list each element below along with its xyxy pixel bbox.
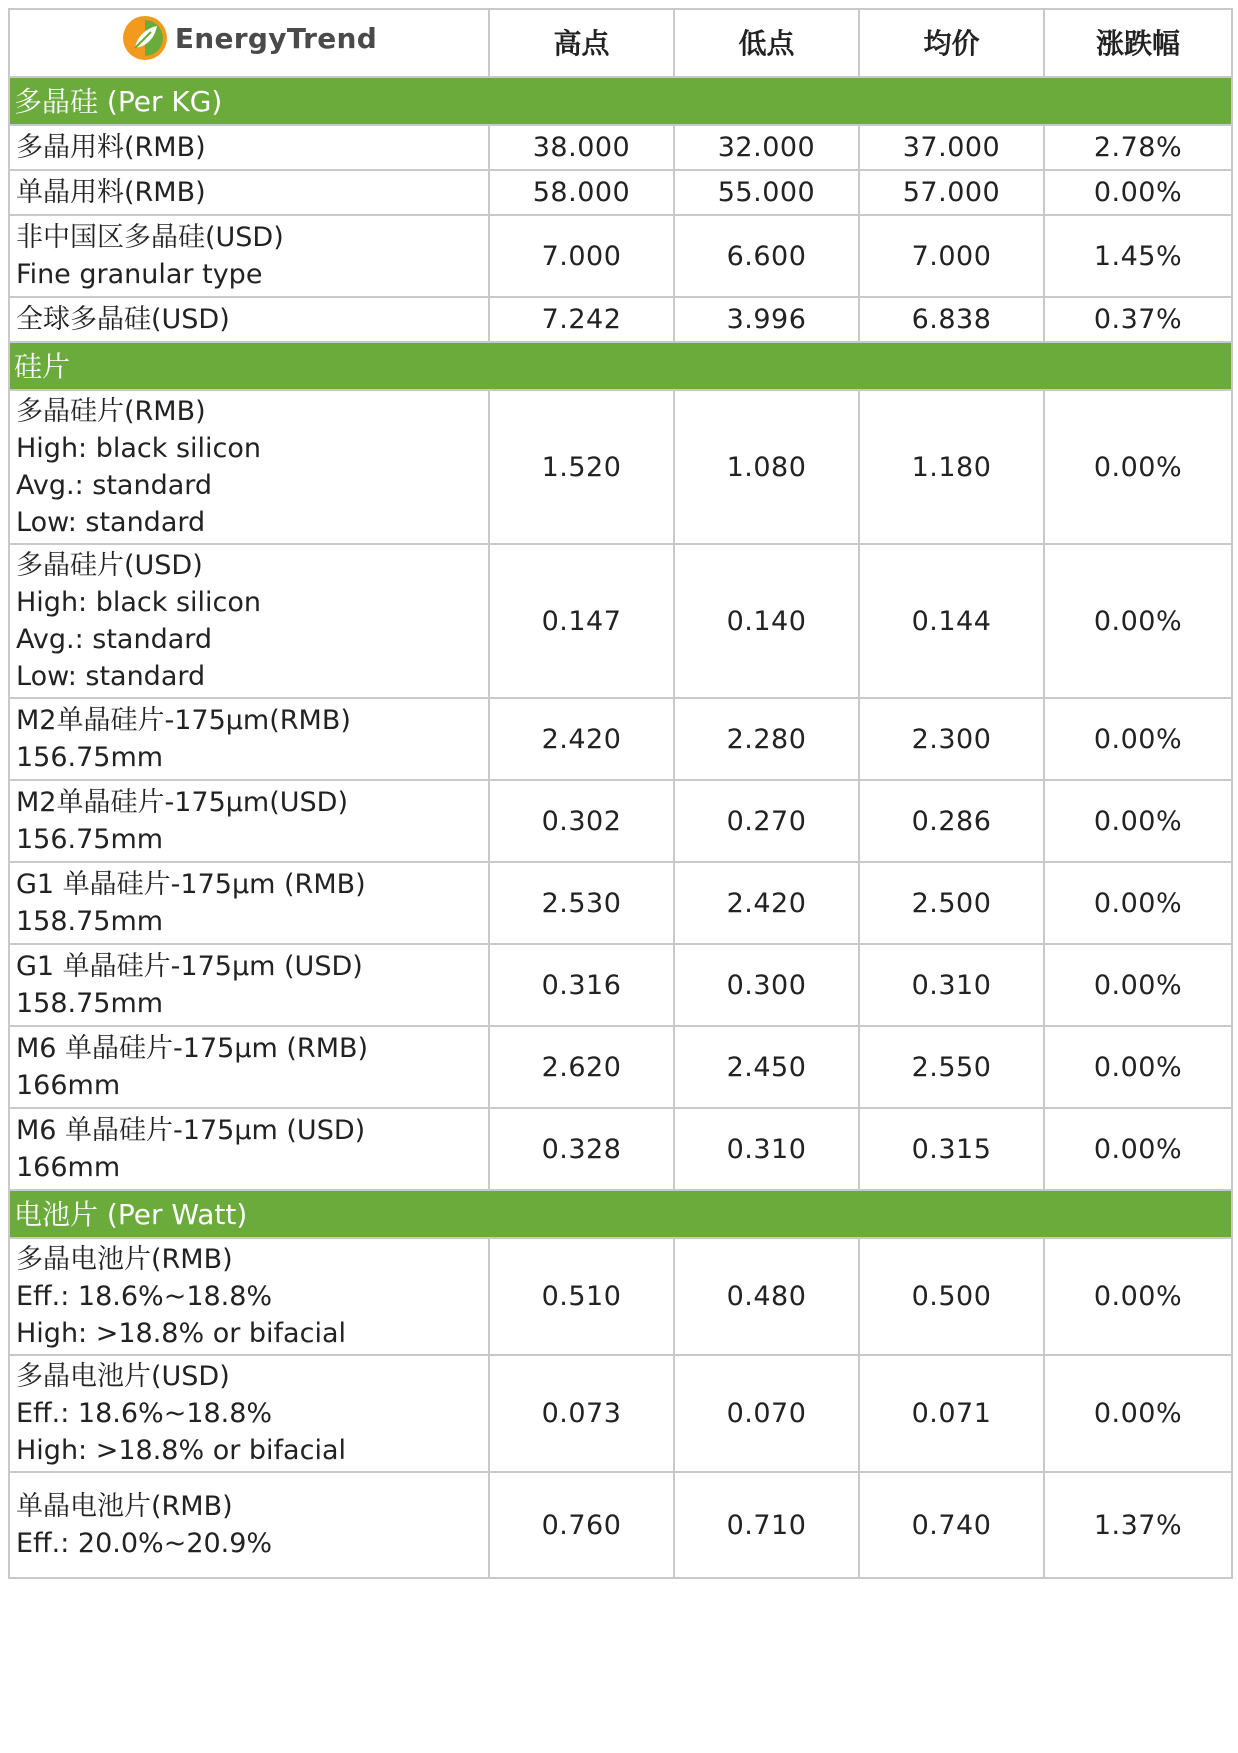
cell-avg: 0.310: [859, 944, 1044, 1026]
cell-change: 0.00%: [1044, 1108, 1232, 1190]
cell-high: 38.000: [489, 125, 674, 170]
section-header-polysilicon: [9, 77, 1232, 125]
cell-high: 1.520: [489, 390, 674, 544]
row-label: M2单晶硅片-175μm(USD) 156.75mm: [9, 780, 489, 862]
cell-avg: 37.000: [859, 125, 1044, 170]
cell-change: 0.00%: [1044, 862, 1232, 944]
cell-high: 2.420: [489, 698, 674, 780]
cell-change: 1.37%: [1044, 1472, 1232, 1578]
cell-change: 0.00%: [1044, 1238, 1232, 1355]
table-row: [9, 1108, 1232, 1190]
row-label: 多晶用料(RMB): [9, 125, 489, 170]
table-row: [9, 1472, 1232, 1578]
row-label: 非中国区多晶硅(USD) Fine granular type: [9, 215, 489, 297]
cell-high: 0.147: [489, 544, 674, 698]
row-label: 单晶用料(RMB): [9, 170, 489, 215]
brand-name: EnergyTrend: [174, 21, 378, 55]
row-label: M6 单晶硅片-175μm (USD) 166mm: [9, 1108, 489, 1190]
cell-avg: 2.300: [859, 698, 1044, 780]
column-header-high: 高点: [489, 9, 674, 77]
cell-change: 0.00%: [1044, 170, 1232, 215]
row-label: 多晶硅片(USD) High: black silicon Avg.: standard Low: standard: [9, 544, 489, 698]
cell-avg: 0.071: [859, 1355, 1044, 1472]
row-label: 全球多晶硅(USD): [9, 297, 489, 342]
leaf-logo-icon: [121, 14, 169, 62]
table-row: [9, 125, 1232, 170]
table-row: [9, 544, 1232, 698]
cell-low: 32.000: [674, 125, 859, 170]
cell-high: 7.242: [489, 297, 674, 342]
table-row: [9, 698, 1232, 780]
table-row: [9, 170, 1232, 215]
cell-high: 0.316: [489, 944, 674, 1026]
cell-low: 3.996: [674, 297, 859, 342]
table-row: [9, 1355, 1232, 1472]
table-row: [9, 1238, 1232, 1355]
table-row: [9, 944, 1232, 1026]
cell-high: 7.000: [489, 215, 674, 297]
cell-avg: 0.144: [859, 544, 1044, 698]
cell-low: 2.450: [674, 1026, 859, 1108]
cell-low: 55.000: [674, 170, 859, 215]
cell-avg: 1.180: [859, 390, 1044, 544]
cell-low: 0.480: [674, 1238, 859, 1355]
section-header-cell: [9, 1190, 1232, 1238]
table-header-row: [9, 9, 1232, 77]
cell-high: 58.000: [489, 170, 674, 215]
column-header-avg: 均价: [859, 9, 1044, 77]
cell-high: 2.620: [489, 1026, 674, 1108]
cell-high: 0.073: [489, 1355, 674, 1472]
table-row: [9, 215, 1232, 297]
cell-low: 0.140: [674, 544, 859, 698]
cell-low: 0.270: [674, 780, 859, 862]
cell-avg: 0.315: [859, 1108, 1044, 1190]
cell-avg: 0.286: [859, 780, 1044, 862]
row-label: M6 单晶硅片-175μm (RMB) 166mm: [9, 1026, 489, 1108]
cell-high: 2.530: [489, 862, 674, 944]
cell-change: 0.00%: [1044, 544, 1232, 698]
table-row: [9, 780, 1232, 862]
cell-high: 0.328: [489, 1108, 674, 1190]
cell-change: 0.00%: [1044, 698, 1232, 780]
cell-change: 0.37%: [1044, 297, 1232, 342]
cell-low: 6.600: [674, 215, 859, 297]
logo-cell: [9, 9, 489, 77]
row-label: 多晶电池片(RMB) Eff.: 18.6%~18.8% High: >18.8% or bifacial: [9, 1238, 489, 1355]
table-row: [9, 862, 1232, 944]
section-title: 硅片: [9, 342, 1232, 390]
section-title: 多晶硅 (Per KG): [9, 77, 1232, 125]
cell-avg: 0.500: [859, 1238, 1044, 1355]
cell-low: 1.080: [674, 390, 859, 544]
cell-avg: 7.000: [859, 215, 1044, 297]
cell-high: 0.302: [489, 780, 674, 862]
cell-avg: 6.838: [859, 297, 1044, 342]
cell-change: 0.00%: [1044, 944, 1232, 1026]
section-title: 电池片 (Per Watt): [9, 1190, 1232, 1238]
column-header-low: 低点: [674, 9, 859, 77]
column-header-change: 涨跌幅: [1044, 9, 1232, 77]
cell-high: 0.510: [489, 1238, 674, 1355]
row-label: 多晶电池片(USD) Eff.: 18.6%~18.8% High: >18.8% or bifacial: [9, 1355, 489, 1472]
row-label: M2单晶硅片-175μm(RMB) 156.75mm: [9, 698, 489, 780]
cell-low: 0.310: [674, 1108, 859, 1190]
price-table-container: [8, 8, 1231, 1579]
row-label: G1 单晶硅片-175μm (RMB) 158.75mm: [9, 862, 489, 944]
cell-avg: 0.740: [859, 1472, 1044, 1578]
cell-avg: 2.550: [859, 1026, 1044, 1108]
cell-high: 0.760: [489, 1472, 674, 1578]
cell-low: 2.420: [674, 862, 859, 944]
cell-low: 0.070: [674, 1355, 859, 1472]
section-header-wafer: [9, 342, 1232, 390]
table-row: [9, 297, 1232, 342]
cell-avg: 2.500: [859, 862, 1044, 944]
cell-low: 2.280: [674, 698, 859, 780]
cell-change: 0.00%: [1044, 780, 1232, 862]
price-table: [8, 8, 1233, 1579]
cell-low: 0.710: [674, 1472, 859, 1578]
cell-change: 1.45%: [1044, 215, 1232, 297]
row-label: 单晶电池片(RMB) Eff.: 20.0%~20.9%: [9, 1472, 489, 1578]
row-label: G1 单晶硅片-175μm (USD) 158.75mm: [9, 944, 489, 1026]
row-label: 多晶硅片(RMB) High: black silicon Avg.: standard Low: standard: [9, 390, 489, 544]
cell-low: 0.300: [674, 944, 859, 1026]
cell-change: 0.00%: [1044, 390, 1232, 544]
table-row: [9, 390, 1232, 544]
cell-change: 0.00%: [1044, 1026, 1232, 1108]
cell-change: 2.78%: [1044, 125, 1232, 170]
cell-avg: 57.000: [859, 170, 1044, 215]
energytrend-logo: [121, 14, 377, 62]
cell-change: 0.00%: [1044, 1355, 1232, 1472]
table-row: [9, 1026, 1232, 1108]
